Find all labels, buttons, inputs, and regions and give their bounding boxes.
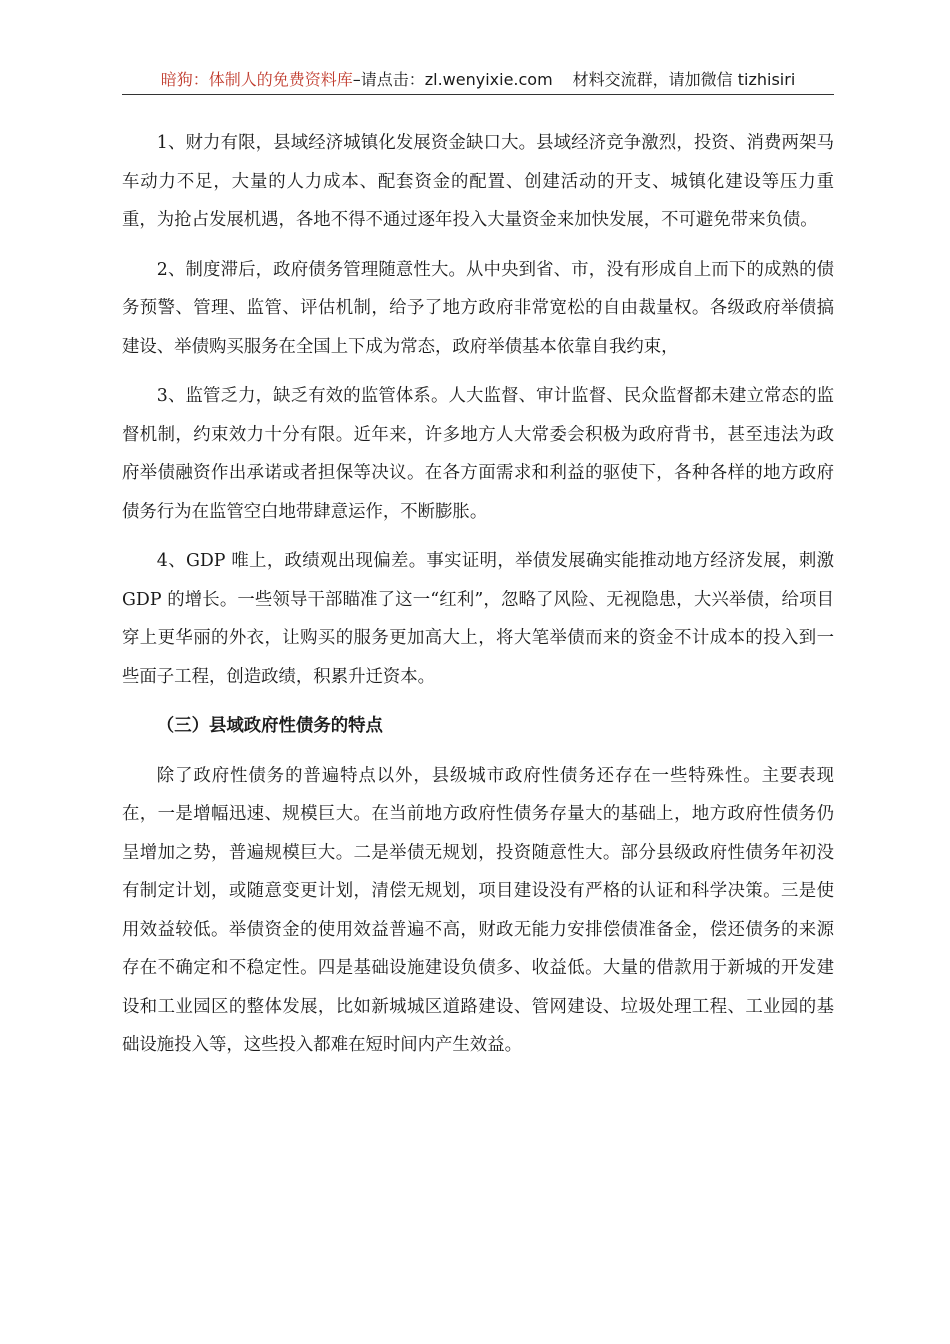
header-divider <box>122 94 834 95</box>
header-contact: 材料交流群，请加微信 tizhisiri <box>572 70 796 89</box>
document-body <box>122 124 834 1076</box>
page-header <box>122 68 834 92</box>
section-paragraph: 除了政府性债务的普遍特点以外，县级城市政府性债务还存在一些特殊性。主要表现在，一是增幅迅速、规模巨大。在当前地方政府性债务存量大的基础上，地方政府性债务仍呈增加之势，普遍规模巨大。二是举债无规划，投资随意性大。部分县级政府性债务年初没有制定计划，或随意变更计划，清偿无规划，项目建设没有严格的认证和科学决策。三是使用效益较低。举债资金的使用效益普遍不高，财政无能力安排偿债准备金，偿还债务的来源存在不确定和不稳定性。四是基础设施建设负债多、收益低。大量的借款用于新城的开发建设和工业园区的整体发展，比如新城城区道路建设、管网建设、垃圾处理工程、工业园的基础设施投入等，这些投入都难在短时间内产生效益。 <box>122 765 834 1055</box>
paragraph-1: 1、财力有限，县域经济城镇化发展资金缺口大。县域经济竞争激烈，投资、消费两架马车动力不足，大量的人力成本、配套资金的配置、创建活动的开支、城镇化建设等压力重重，为抢占发展机遇，各地不得不通过逐年投入大量资金来加快发展，不可避免带来负债。 <box>122 133 834 230</box>
section-heading: （三）县域政府性债务的特点 <box>156 716 383 736</box>
header-brand: 暗狗：体制人的免费资料库 <box>160 70 353 89</box>
paragraph-2: 2、制度滞后，政府债务管理随意性大。从中央到省、市，没有形成自上而下的成熟的债务预警、管理、监管、评估机制，给予了地方政府非常宽松的自由裁量权。各级政府举债搞建设、举债购买服务在全国上下成为常态，政府举债基本依靠自我约束， <box>122 259 834 357</box>
paragraph-3: 3、监管乏力，缺乏有效的监管体系。人大监督、审计监督、民众监督都未建立常态的监督机制，约束效力十分有限。近年来，许多地方人大常委会积极为政府背书，甚至违法为政府举债融资作出承诺或者担保等决议。在各方面需求和利益的驱使下，各种各样的地方政府债务行为在监管空白地带肆意运作，不断膨胀。 <box>122 386 834 522</box>
paragraph-4: 4、GDP 唯上，政绩观出现偏差。事实证明，举债发展确实能推动地方经济发展，刺激 GDP 的增长。一些领导干部瞄准了这一“红利”，忽略了风险、无视隐患，大兴举债，给项目穿上更华丽的外衣，让购买的服务更加高大上，将大笔举债而来的资金不计成本的投入到一些面子工程，创造政绩，积累升迁资本。 <box>122 551 834 687</box>
header-link[interactable]: –请点击：zl.wenyixie.com <box>352 70 553 89</box>
